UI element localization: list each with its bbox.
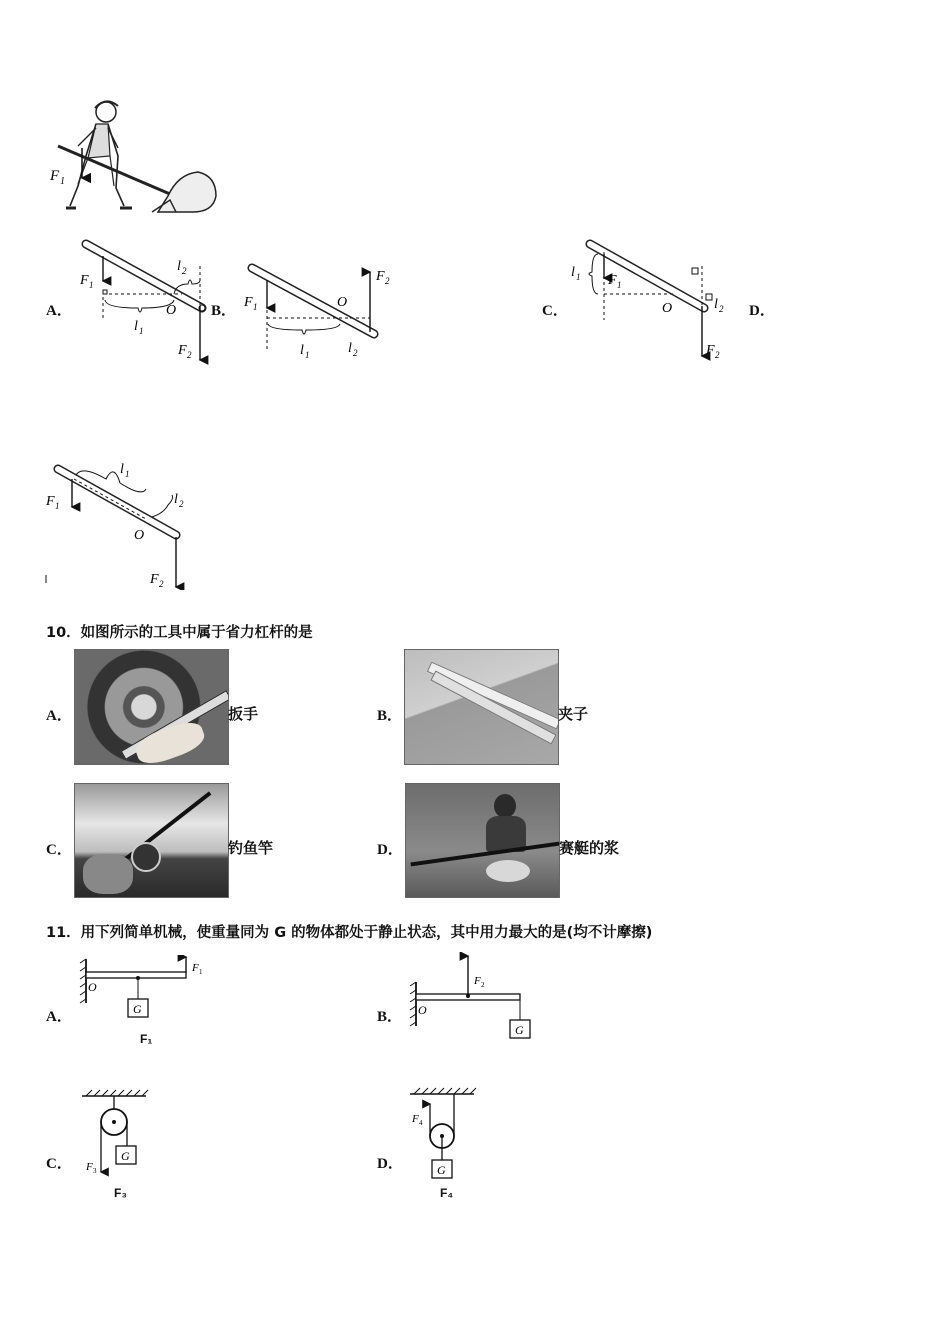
svg-text:F: F: [608, 273, 617, 288]
svg-text:1: 1: [139, 326, 144, 336]
q10-option-c-caption: 钓鱼竿: [228, 839, 274, 857]
svg-text:O: O: [88, 980, 97, 994]
svg-text:2: 2: [385, 276, 390, 286]
q10-option-a-caption: 扳手: [228, 705, 259, 723]
svg-text:4: 4: [419, 1119, 423, 1127]
svg-text:F: F: [150, 572, 159, 587]
svg-text:1: 1: [89, 280, 94, 290]
q11-lever-diagram-a: [78, 955, 213, 1030]
q9-option-d-label[interactable]: D．: [749, 303, 775, 319]
q11-option-b-label[interactable]: B．: [377, 1009, 403, 1025]
svg-text:F: F: [86, 1161, 93, 1173]
q11-option-c-tag: F₃: [114, 1186, 127, 1200]
svg-text:F: F: [412, 1113, 419, 1125]
svg-text:O: O: [166, 303, 177, 318]
svg-text:2: 2: [353, 348, 358, 358]
q11-option-c-label[interactable]: C．: [46, 1156, 72, 1172]
svg-text:2: 2: [179, 499, 184, 509]
svg-text:1: 1: [305, 350, 310, 360]
svg-text:G: G: [133, 1002, 142, 1016]
svg-text:F: F: [706, 343, 715, 358]
q11-option-d-label[interactable]: D．: [377, 1156, 403, 1172]
q9-lever-diagram-d: [42, 455, 197, 590]
svg-text:O: O: [134, 528, 145, 543]
svg-text:2: 2: [719, 304, 724, 314]
svg-text:l: l: [348, 341, 352, 356]
svg-text:F: F: [46, 494, 55, 509]
q10-option-b-label[interactable]: B．: [377, 708, 403, 724]
svg-text:F: F: [244, 295, 253, 310]
q9-lever-diagram-a: [78, 236, 213, 366]
q10-option-d-label[interactable]: D．: [377, 842, 403, 858]
q10-option-b-caption: 夹子: [558, 705, 589, 723]
svg-text:G: G: [515, 1023, 524, 1037]
svg-text:G: G: [437, 1163, 446, 1177]
svg-text:O: O: [662, 301, 673, 316]
svg-text:F: F: [376, 269, 385, 284]
q11-lever-diagram-b: [408, 952, 538, 1047]
q11-stem: 11．用下列简单机械，使重量同为 G 的物体都处于静止状态，其中用力最大的是(均不计摩擦): [46, 925, 653, 941]
svg-text:2: 2: [187, 350, 192, 360]
svg-text:F: F: [178, 343, 187, 358]
svg-text:O: O: [418, 1003, 427, 1017]
q9-lever-diagram-b: [240, 260, 400, 365]
svg-text:2: 2: [159, 579, 164, 589]
tongs-photo: [404, 649, 559, 765]
q10-option-d-caption: 赛艇的浆: [559, 839, 620, 857]
wrench-photo: [74, 649, 229, 765]
svg-text:l: l: [134, 319, 138, 334]
svg-text:3: 3: [93, 1167, 97, 1175]
q9-option-a-label[interactable]: A．: [46, 303, 72, 319]
q10-option-a-label[interactable]: A．: [46, 708, 72, 724]
q9-option-c-label[interactable]: C．: [542, 303, 568, 319]
kayak-paddle-photo: [405, 783, 560, 898]
q9-lever-diagram-c: [568, 236, 733, 366]
q11-option-a-tag: F₁: [140, 1032, 153, 1046]
svg-text:1: 1: [576, 272, 581, 282]
f1-label: F: [50, 168, 60, 184]
svg-text:F: F: [192, 962, 199, 974]
q9-option-b-label[interactable]: B．: [211, 303, 237, 319]
svg-text:l: l: [714, 297, 718, 312]
svg-text:1: 1: [60, 176, 65, 187]
svg-text:1: 1: [55, 501, 60, 511]
svg-text:l: l: [120, 462, 124, 477]
svg-text:l: l: [177, 259, 181, 274]
svg-text:2: 2: [715, 350, 720, 360]
svg-text:l: l: [300, 343, 304, 358]
q10-stem: 10．如图所示的工具中属于省力杠杆的是: [46, 625, 313, 641]
svg-text:2: 2: [182, 266, 187, 276]
svg-text:G: G: [121, 1149, 130, 1163]
svg-text:1: 1: [617, 280, 622, 290]
worker-crowbar-illustration: [48, 96, 223, 218]
q10-option-c-label[interactable]: C．: [46, 842, 72, 858]
svg-text:2: 2: [481, 981, 485, 989]
svg-text:1: 1: [253, 302, 258, 312]
q11-option-a-label[interactable]: A．: [46, 1009, 72, 1025]
svg-text:O: O: [337, 295, 348, 310]
q11-fixed-pulley-diagram: [80, 1088, 150, 1183]
svg-text:1: 1: [199, 968, 203, 976]
svg-text:l: l: [571, 265, 575, 280]
q11-option-d-tag: F₄: [440, 1186, 454, 1200]
svg-text:F: F: [80, 273, 89, 288]
fishing-rod-photo: [74, 783, 229, 898]
svg-text:l: l: [174, 492, 178, 507]
svg-text:1: 1: [125, 469, 130, 479]
q11-movable-pulley-diagram: [408, 1086, 478, 1186]
svg-text:F: F: [474, 975, 481, 987]
